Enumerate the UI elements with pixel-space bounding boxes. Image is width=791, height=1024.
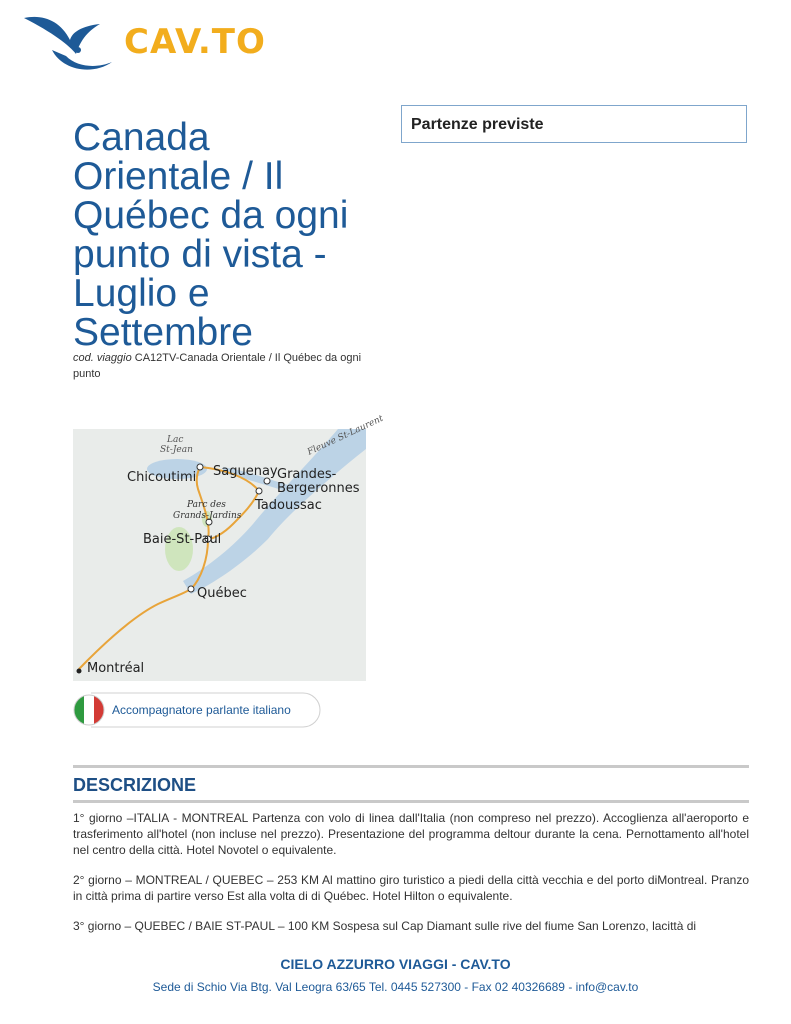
trip-code (73, 350, 373, 382)
brand-name: CAV.TO (124, 22, 266, 62)
label-tadoussac: Tadoussac (255, 498, 322, 513)
marker-chicoutimi (197, 464, 203, 470)
description-heading: DESCRIZIONE (73, 775, 197, 795)
description-paragraph: 3° giorno – QUEBEC / BAIE ST-PAUL – 100 KM Sospesa sul Cap Diamant sulle rive del fiume San Lorenzo, lacittà di (73, 919, 697, 933)
guide-label: Accompagnatore parlante italiano (112, 703, 291, 717)
label-fleuve: Fleuve St-Laurent (306, 413, 386, 458)
footer-address: Sede di Schio Via Btg. Val Leogra 63/65 Tel. 0445 527300 - Fax 02 40326689 - info@cav.to (152, 980, 639, 994)
description-divider-top (73, 765, 749, 768)
trip-title: Canada Orientale / Il Québec da ogni punto di vista - Luglio e Settembre (73, 116, 349, 354)
label-lac-1: Lac (167, 435, 184, 445)
label-parc-2: Grands-Jardins (173, 511, 242, 521)
label-saguenay: Saguenay (213, 464, 278, 479)
description-body (73, 810, 749, 932)
marker-quebec (188, 586, 194, 592)
label-bergeronnes: Bergeronnes (277, 481, 360, 496)
description-paragraph: 1° giorno –ITALIA - MONTREAL Partenza con volo di linea dall'Italia (non compreso nel prezzo). Accoglienza all'aeroporto e trasferimento all'hotel (non incluse nel prezzo). Presentazione del programma deltour durante la cena. Pernottamento all'hotel nel centro della città. Hotel Novotel o equivalente. (73, 811, 749, 857)
departures-title: Partenze previste (411, 116, 544, 133)
footer-company: CIELO AZZURRO VIAGGI - CAV.TO (280, 956, 511, 972)
label-montreal: Montréal (87, 661, 145, 676)
marker-tadoussac (256, 488, 262, 494)
label-chicoutimi: Chicoutimi (127, 470, 197, 485)
departures-box (401, 105, 747, 143)
description-divider-bottom (73, 800, 749, 803)
route-map (73, 413, 386, 681)
marker-montreal (77, 669, 82, 674)
seagull-logo-icon (22, 10, 122, 80)
label-parc-1: Parc des (187, 500, 226, 510)
description-paragraph: 2° giorno – MONTREAL / QUEBEC – 253 KM Al mattino giro turistico a piedi della città vecchia e del porto diMontreal. Pranzo in città prima di partire verso Est alla volta di di Québec. Hotel Hilton o equivalente. (73, 873, 749, 903)
trip-code-label: cod. viaggio (73, 352, 132, 364)
label-grandes: Grandes- (277, 467, 337, 482)
trip-code-value: CA12TV-Canada Orientale / Il Québec da ogni punto (73, 352, 362, 380)
label-baie-st-paul: Baie-St-Paul (143, 532, 222, 547)
label-lac-2: St-Jean (160, 445, 193, 455)
label-quebec: Québec (197, 586, 247, 601)
